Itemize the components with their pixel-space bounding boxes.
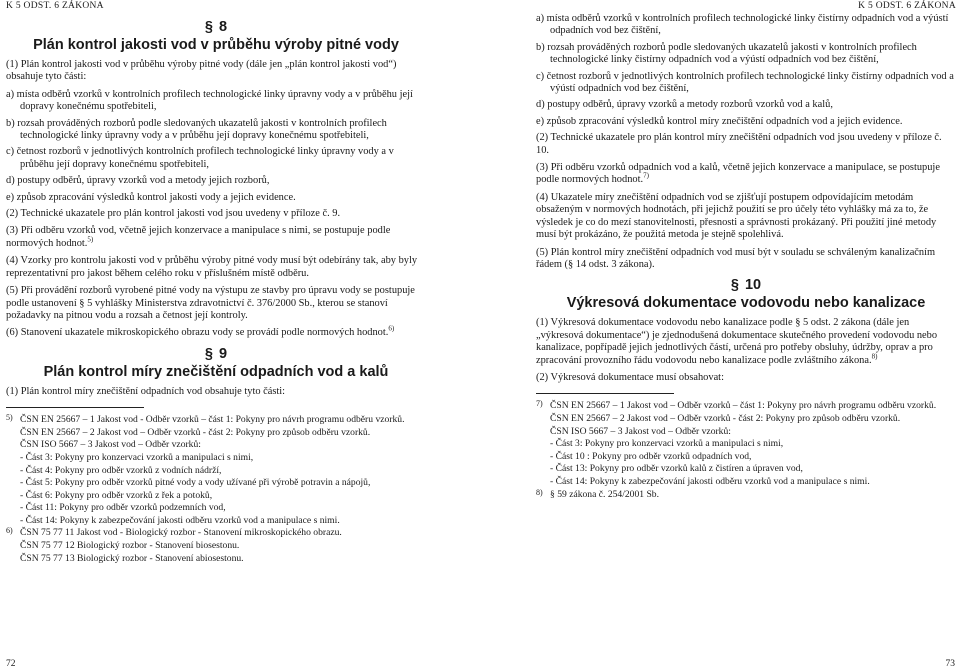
section-8-number: § 8 bbox=[204, 19, 228, 35]
s9-paragraph-1: (1) Plán kontrol míry znečištění odpadních vod obsahuje tyto části: bbox=[6, 385, 286, 397]
s9-item-b: b) rozsah prováděných rozborů podle sledovaných ukazatelů jakosti v kontrolních profilech technologické linky čistírny odpadních vod a výústí odpadních vod bez čištění, bbox=[536, 41, 917, 66]
s9-paragraph-3: (3) Při odběru vzorků odpadních vod a kalů, včetně jejich konzervace a manipulace, se postupuje podle normových hodnot.$^{7)}$ bbox=[536, 162, 940, 186]
s9-paragraph-2: (2) Technické ukazatele pro plán kontrol míry znečištění odpadních vod jsou uvedeny v příloze č. 10. bbox=[536, 132, 942, 156]
s9-paragraph-4: (4) Ukazatele míry znečištění odpadních vod se zjišťují postupem odpovídajícím metodám obsaženým v normových hodnotách, při jejichž použití se pro účely této vyhlášky má za to, že výsledek je co do mezí stanovitelnosti, přesnosti a správnosti prokázaný. Při použití jiné metody musí být prokázáno, že použitá metoda je stejně spolehlivá. bbox=[536, 191, 937, 241]
footnote-line: ČSN 75 77 11 Jakost vod - Biologický rozbor - Stanovení mikroskopického obrazu. bbox=[20, 527, 342, 539]
footnote-mark: 7) bbox=[536, 399, 543, 409]
footnote-line: ČSN EN 25667 – 2 Jakost vod – Odběr vzorků - část 2: Pokyny pro způsob odběru vzorků. bbox=[20, 426, 371, 438]
footnote-line: - Část 14: Pokyny k zabezpečování jakosti odběru vzorků vod a manipulace s nimi. bbox=[550, 475, 870, 487]
footnote-ref-6: 6) bbox=[388, 324, 395, 333]
right-page-number: 73 bbox=[945, 658, 955, 669]
left-footnotes bbox=[6, 414, 426, 564]
footnote-line: - Část 3: Pokyny pro konzervaci vzorků a manipulaci s nimi, bbox=[20, 451, 254, 463]
footnote-line: - Část 13: Pokyny pro odběr vzorků kalů z čistíren a úpraven vod, bbox=[550, 463, 803, 475]
right-running-head: K 5 ODST. 6 ZÁKONA bbox=[858, 1, 956, 11]
s8-item-b: b) rozsah prováděných rozborů podle sledovaných ukazatelů jakosti v kontrolních profilech technologické linky úpravny vody a v průběhu její dopravy konečnému spotřebiteli, bbox=[6, 117, 387, 142]
footnote-line: ČSN 75 77 13 Biologický rozbor - Stanovení abiosestonu. bbox=[20, 552, 244, 564]
section-9-number: § 9 bbox=[204, 345, 228, 362]
footnote-line: - Část 6: Pokyny pro odběr vzorků z řek a potoků, bbox=[20, 489, 213, 501]
footnote-divider bbox=[536, 393, 674, 394]
s8-paragraph-3: (3) Při odběru vzorků vod, včetně jejich konzervace a manipulace s nimi, se postupuje podle normových hodnot.$^{5)}$ bbox=[6, 225, 391, 249]
s10-paragraph-2: (2) Výkresová dokumentace musí obsahovat: bbox=[536, 371, 724, 383]
footnote-mark: 5) bbox=[6, 413, 13, 423]
footnote-divider bbox=[6, 407, 144, 408]
s8-paragraph-5: (5) Při provádění rozborů vyrobené pitné vody na výstupu ze stavby pro úpravu vody se postupuje podle ustanovení § 5 vyhlášky Ministerstva zdravotnictví č. 376/2000 Sb., kterou se stanoví požadavky na pitnou vodu a rozsah a četnost její kontroly. bbox=[6, 285, 415, 321]
s9-item-d: d) postupy odběrů, úpravy vzorků a metody rozborů vzorků vod a kalů, bbox=[536, 99, 833, 111]
footnote-mark: 6) bbox=[6, 526, 13, 536]
section-10-title: Výkresová dokumentace vodovodu nebo kanalizace bbox=[566, 295, 926, 312]
left-page-number: 72 bbox=[6, 658, 16, 669]
footnote-ref-8: 8) bbox=[871, 352, 878, 361]
footnote-line: - Část 10 : Pokyny pro odběr vzorků odpadních vod, bbox=[550, 450, 752, 462]
s8-item-c: c) četnost rozborů v jednotlivých kontrolních profilech technologické linky úpravny vody a v průběhu její dopravy konečnému spotřebiteli, bbox=[6, 146, 394, 170]
footnote-line: ČSN EN 25667 – 1 Jakost vod – Odběr vzorků – část 1: Pokyny pro návrh programu odběru vzorků. bbox=[550, 400, 937, 412]
footnote-line: - Část 3: Pokyny pro konzervaci vzorků a manipulaci s nimi, bbox=[550, 438, 784, 450]
s9-item-c: c) četnost rozborů v jednotlivých kontrolních profilech technologické linky čistírny odpadních vod a výústí odpadních vod bez čištění, bbox=[536, 70, 954, 95]
footnote-line: § 59 zákona č. 254/2001 Sb. bbox=[550, 488, 659, 500]
section-10-number: § 10 bbox=[730, 277, 762, 294]
s10-paragraph-1: (1) Výkresová dokumentace vodovodu nebo kanalizace podle § 5 odst. 2 zákona (dále jen „výkresová dokumentace“) je zjednodušená dokumentace skutečného provedení vodovodu nebo kanalizace, popřípadě jejich jednotlivých částí, určená pro potřeby obsluhy, údržby, oprav a pro zpracování provozního řádu vodovodu nebo kanalizace podle zvláštního zákona.$^{8)}$ bbox=[536, 317, 938, 366]
s8-paragraph-2: (2) Technické ukazatele pro plán kontrol jakosti vod jsou uvedeny v příloze č. 9. bbox=[6, 208, 341, 220]
footnote-line: ČSN ISO 5667 – 3 Jakost vod – Odběr vzorků: bbox=[550, 425, 731, 437]
s8-paragraph-1: (1) Plán kontrol jakosti vod v průběhu výroby pitné vody (dále jen „plán kontrol jakosti vod“) obsahuje tyto části: bbox=[6, 59, 397, 83]
footnote-line: - Část 14: Pokyny k zabezpečování jakosti odběru vzorků vod a manipulace s nimi. bbox=[20, 514, 340, 526]
s9-paragraph-5: (5) Plán kontrol míry znečištění odpadních vod musí být v souladu se schváleným kanalizačním řádem (§ 14 odst. 3 zákona). bbox=[536, 246, 936, 270]
footnote-7 bbox=[536, 400, 956, 487]
footnote-line: - Část 5: Pokyny pro odběr vzorků pitné vody a vody užívané při výrobě potravin a nápojů, bbox=[20, 477, 371, 489]
footnote-line: ČSN 75 77 12 Biologický rozbor - Stanovení biosestonu. bbox=[20, 540, 240, 552]
left-page bbox=[6, 0, 426, 565]
s8-paragraph-4: (4) Vzorky pro kontrolu jakosti vod v průběhu výroby pitné vody musí být odebírány tak, aby byly reprezentativní pro jakost během celého roku v příslušném místě odběru. bbox=[6, 255, 418, 279]
section-9-title: Plán kontrol míry znečištění odpadních vod a kalů bbox=[43, 363, 389, 380]
footnote-line: ČSN EN 25667 – 2 Jakost vod – Odběr vzorků - část 2: Pokyny pro způsob odběru vzorků. bbox=[550, 412, 901, 424]
right-footnotes bbox=[536, 400, 956, 500]
footnote-mark: 8) bbox=[536, 487, 543, 497]
right-page bbox=[536, 0, 956, 501]
s8-item-a: a) místa odběrů vzorků v kontrolních profilech technologické linky úpravny vody a v průběhu její dopravy konečnému spotřebiteli, bbox=[6, 88, 413, 113]
s8-item-e: e) způsob zpracování výsledků kontrol jakosti vody a jejich evidence. bbox=[6, 191, 296, 203]
s9-item-a: a) místa odběrů vzorků v kontrolních profilech technologické linky čistírny odpadních vod a výústí odpadních vod bez čištění, bbox=[536, 13, 949, 37]
footnote-5 bbox=[6, 414, 426, 526]
section-8-title: Plán kontrol jakosti vod v průběhu výroby pitné vody bbox=[33, 37, 399, 53]
footnote-6 bbox=[6, 527, 426, 564]
footnote-ref-5: 5) bbox=[87, 235, 94, 244]
footnote-line: - Část 4: Pokyny pro odběr vzorků z vodních nádrží, bbox=[20, 464, 222, 476]
s8-item-d: d) postupy odběrů, úpravy vzorků vod a metody jejich rozborů, bbox=[6, 175, 270, 187]
left-running-head: K 5 ODST. 6 ZÁKONA bbox=[6, 1, 104, 11]
s8-paragraph-6: (6) Stanovení ukazatele mikroskopického obrazu vody se provádí podle normových hodnot.$^{6)}$ bbox=[6, 324, 395, 339]
footnote-line: ČSN ISO 5667 – 3 Jakost vod – Odběr vzorků: bbox=[20, 439, 201, 451]
footnote-ref-7: 7) bbox=[643, 172, 649, 180]
footnote-line: ČSN EN 25667 – 1 Jakost vod - Odběr vzorků – část 1: Pokyny pro návrh programu odběru vzorků. bbox=[20, 414, 405, 426]
footnote-8 bbox=[536, 489, 956, 501]
footnote-line: - Část 11: Pokyny pro odběr vzorků podzemních vod, bbox=[20, 502, 226, 514]
s9-item-e: e) způsob zpracování výsledků kontrol míry znečištění odpadních vod a jejich evidence. bbox=[536, 115, 903, 127]
